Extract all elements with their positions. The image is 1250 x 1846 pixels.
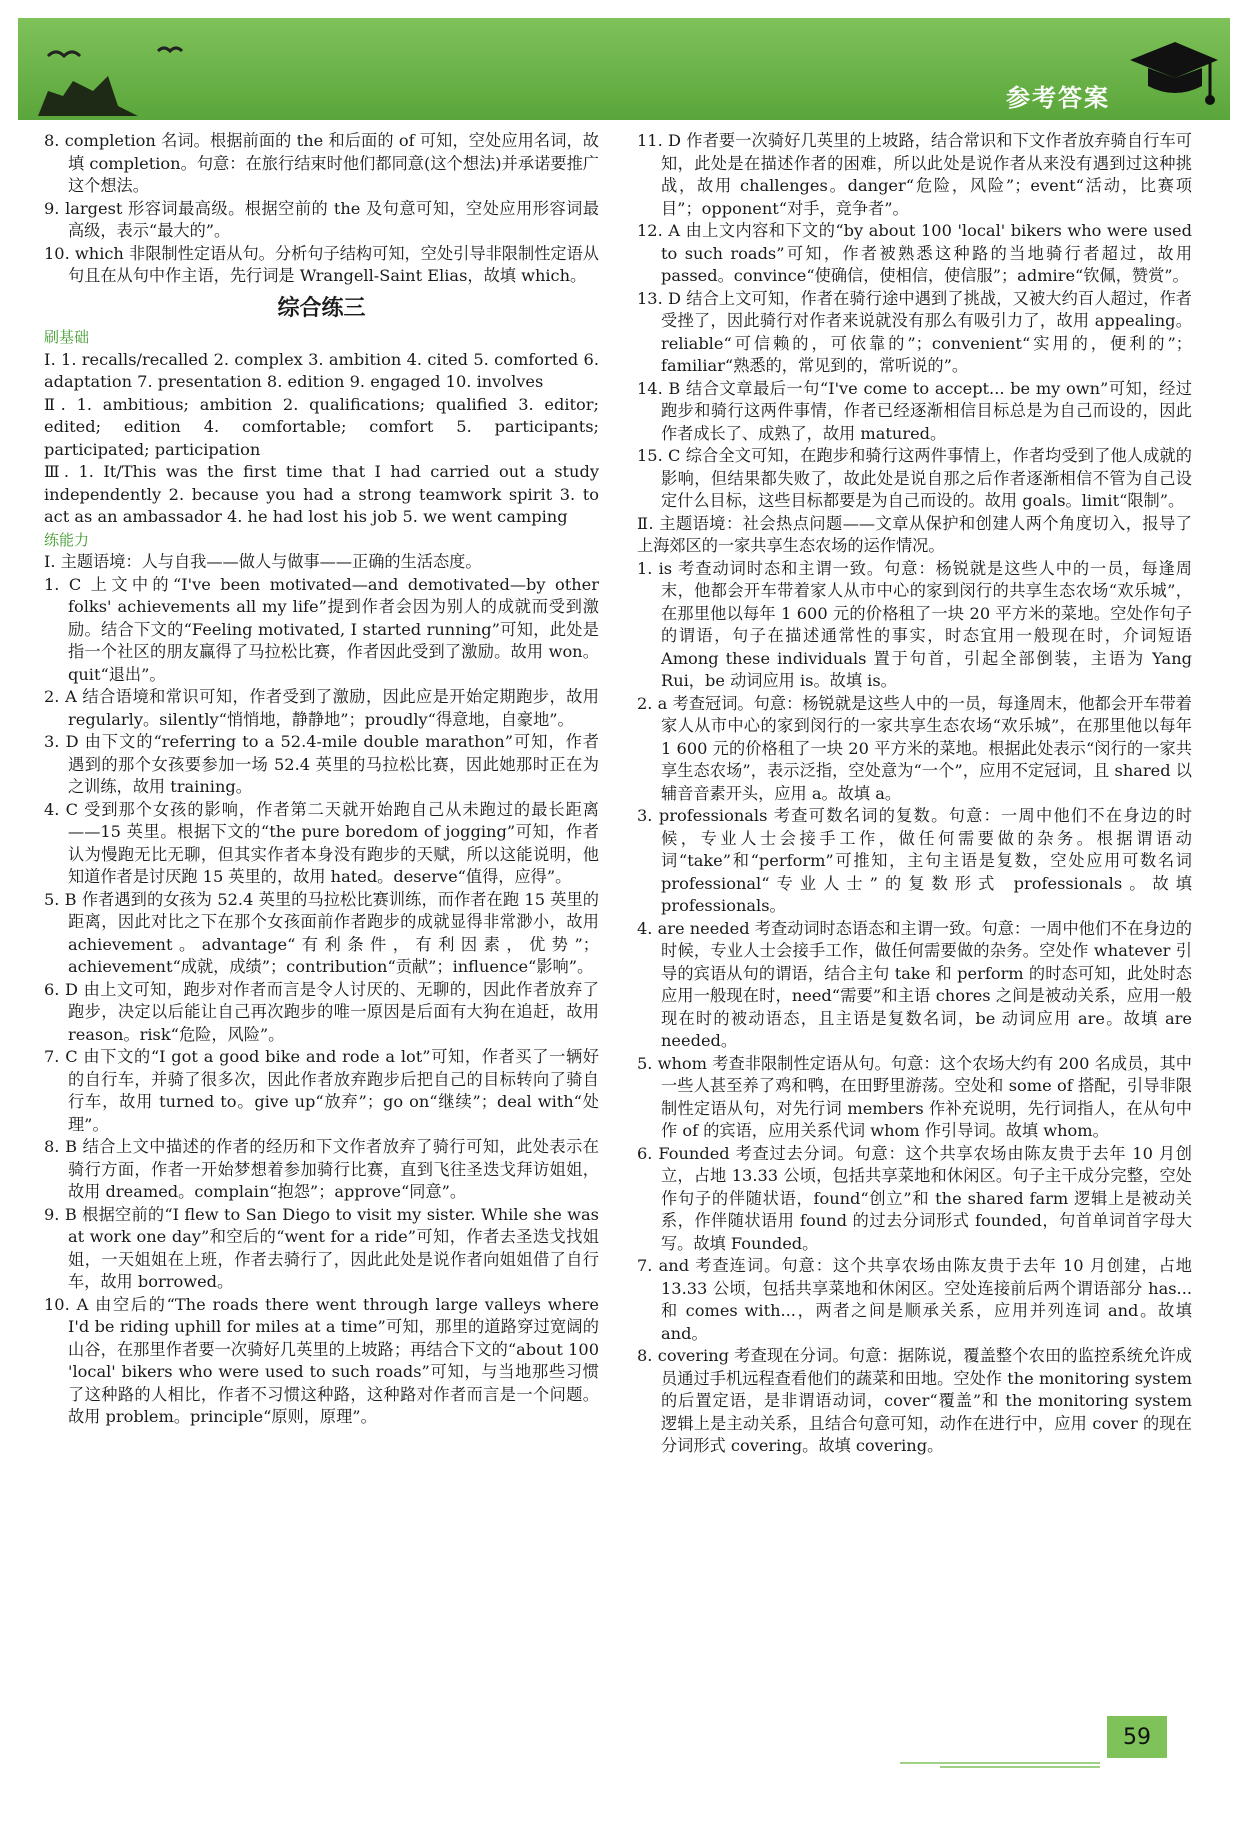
answer-paragraph: Ⅰ. 1. recalls/recalled 2. complex 3. ambition 4. cited 5. comforted 6. adaptation 7. presentation 8. edition 9. engaged 10. involves [44, 349, 599, 391]
answer-paragraph: 6. D 由上文可知，跑步对作者而言是令人讨厌的、无聊的，因此作者放弃了跑步，决定以后能让自己再次跑步的唯一原因是后面有大狗在追赶，故用 reason。risk“危险，风险”。 [44, 979, 599, 1044]
answer-paragraph: 1. is 考查动词时态和主谓一致。句意：杨锐就是这些人中的一员，每逢周末，他都会开车带着家人从市中心的家到闵行的共享生态农场“欢乐城”，在那里他以每年 1 600 元的价格租了一块 20 平方米的菜地。空处作句子的谓语，句子在描述通常性的事实，时态宜用一般现在时，介词短语 Among these individuals 置于句首，引起全部倒装，主语为 Yang Rui，be 动词应用 is。故填 is。 [637, 558, 1192, 690]
answer-paragraph: 1. C 上文中的“I've been motivated—and demotivated—by other folks' achievements all my life”提到作者会因为别人的成就而受到激励。结合下文的“Feeling motivated, I started running”可知，此处是指一个社区的朋友赢得了马拉松比赛，作者因此受到了激励。故用 won。quit“退出”。 [44, 574, 599, 684]
answer-paragraph: 3. D 由下文的“referring to a 52.4-mile double marathon”可知，作者遇到的那个女孩要参加一场 52.4 英里的马拉松比赛，因此她那时正在为之训练，故用 training。 [44, 732, 599, 796]
answer-paragraph: 5. whom 考查非限制性定语从句。句意：这个农场大约有 200 名成员，其中一些人甚至养了鸡和鸭，在田野里游荡。空处和 some of 搭配，引导非限制性定语从句，对先行词 members 作补充说明，先行词指人，在从句中作 of 的宾语，应用关系代词 whom 作引导词。故填 whom。 [637, 1053, 1192, 1140]
answer-paragraph: 10. A 由空后的“The roads there went through large valleys where I'd be riding uphill for miles at a time”可知，那里的道路穿过宽阔的山谷，在那里作者要一次骑好几英里的上坡路；再结合下文的“about 100 'local' bikers who were used to such roads”可知，与当地那些习惯了这种路的人相比，作者不习惯这种路，这种路对作者而言是一个问题。故用 problem。principle“原则，原理”。 [44, 1294, 599, 1426]
answer-paragraph: 9. B 根据空前的“I flew to San Diego to visit my sister. While she was at work one day”和空后的“went for a ride”可知，作者去圣迭戈找姐姐，一天姐姐在上班，作者去骑行了，因此此处是说作者向姐姐借了自行车，故用 borrowed。 [44, 1204, 599, 1291]
answer-paragraph: 8. covering 考查现在分词。句意：据陈说，覆盖整个农田的监控系统允许成员通过手机远程查看他们的蔬菜和田地。空处作 the monitoring system 的后置定语，是非谓语动词，cover“覆盖”和 the monitoring system 逻辑上是主动关系，且结合句意可知，动作在进行中，应用 cover 的现在分词形式 covering。故填 covering。 [637, 1346, 1192, 1455]
answer-paragraph: 13. D 结合上文可知，作者在骑行途中遇到了挑战，又被大约百人超过，作者受挫了，因此骑行对作者来说就没有那么有吸引力了，故用 appealing。reliable“可信赖的，可依靠的”；convenient“实用的，便利的”；familiar“熟悉的，常见到的，常听说的”。 [637, 288, 1192, 375]
answer-paragraph: Ⅲ. 1. It/This was the first time that I had carried out a study independently 2. because you had a strong teamwork spirit 3. to act as an ambassador 4. he had lost his job 5. we went camping [44, 462, 599, 526]
answer-paragraph: 6. Founded 考查过去分词。句意：这个共享农场由陈友贵于去年 10 月创立，占地 13.33 公顷，包括共享菜地和休闲区。句子主干成分完整，空处作句子的伴随状语，found“创立”和 the shared farm 逻辑上是被动关系，作伴随状语用 found 的过去分词形式 founded，句首单词首字母大写。故填 Founded。 [637, 1143, 1192, 1253]
footer-decoration [900, 1760, 1230, 1770]
answer-paragraph: Ⅰ. 主题语境：人与自我——做人与做事——正确的生活态度。 [44, 552, 482, 571]
bird-silhouette-icon [38, 36, 188, 116]
answer-paragraph: 7. C 由下文的“I got a good bike and rode a lot”可知，作者买了一辆好的自行车，并骑了很多次，因此作者放弃跑步后把自己的目标转向了骑自行车，故用 turned to。give up“放弃”；go on“继续”；deal with“处理”。 [44, 1047, 599, 1134]
answer-paragraph: 9. largest 形容词最高级。根据空前的 the 及句意可知，空处应用形容词最高级，表示“最大的”。 [44, 198, 599, 240]
section-label: 练能力 [44, 530, 90, 549]
section-heading: 综合练三 [277, 295, 366, 321]
answer-paragraph: 8. B 结合上文中描述的作者的经历和下文作者放弃了骑行可知，此处表示在骑行方面，作者一开始梦想着参加骑行比赛，直到飞往圣迭戈拜访姐姐，故用 dreamed。complain“抱怨”；approve“同意”。 [44, 1137, 599, 1201]
answer-paragraph: 12. A 由上文内容和下文的“by about 100 'local' bikers who were used to such roads”可知，作者被熟悉这种路的当地骑行者超过，故用 passed。convince“使确信，使相信，使信服”；admire“钦佩，赞赏”。 [637, 221, 1192, 285]
answer-paragraph: 2. a 考查冠词。句意：杨锐就是这些人中的一员，每逢周末，他都会开车带着家人从市中心的家到闵行的一家共享生态农场“欢乐城”，在那里他以每年 1 600 元的价格租了一块 20 平方米的菜地。根据此处表示“闵行的一家共享生态农场”，表示泛指，空处意为“一个”，应用不定冠词，且 shared 以辅音音素开头，应用 a。故填 a。 [637, 693, 1192, 803]
answer-paragraph: Ⅱ. 1. ambitious; ambition 2. qualifications; qualified 3. editor; edited; edition 4. comfortable; comfort 5. participants; participated; participation [44, 394, 599, 459]
answer-paragraph: Ⅱ. 主题语境：社会热点问题——文章从保护和创建人两个角度切入，报导了上海郊区的一家共享生态农场的运作情况。 [637, 513, 1192, 555]
answer-paragraph: 11. D 作者要一次骑好几英里的上坡路，结合常识和下文作者放弃骑自行车可知，此处是在描述作者的困难，所以此处是说作者从来没有遇到过这种挑战，故用 challenges。danger“危险，风险”；event“活动，比赛项目”；opponent“对手，竞争者”。 [637, 131, 1192, 218]
answer-paragraph: 5. B 作者遇到的女孩为 52.4 英里的马拉松比赛训练，而作者在跑 15 英里的距离，因此对比之下在那个女孩面前作者跑步的成就显得非常渺小，故用 achievement。advantage“有利条件，有利因素，优势”；achievement“成就，成绩”；contribution“贡献”；influence“影响”。 [44, 889, 599, 976]
answer-paragraph: 4. are needed 考查动词时态语态和主谓一致。句意：一周中他们不在身边的时候，专业人士会接手工作，做任何需要做的杂务。空处作 whatever 引导的宾语从句的谓语，结合主句 take 和 perform 的时态可知，此处时态应用一般现在时，need“需要”和主语 chores 之间是被动关系，应用一般现在时的被动语态，且主语是复数名词，be 动词应用 are。故填 are needed。 [637, 918, 1192, 1050]
right-column [637, 130, 1192, 1458]
section-label: 刷基础 [44, 328, 90, 346]
answer-paragraph: 4. C 受到那个女孩的影响，作者第二天就开始跑自己从未跑过的最长距离——15 英里。根据下文的“the pure boredom of jogging”可知，作者认为慢跑无比无聊，但其实作者本身没有跑步的天赋，所以这能说明，他知道作者是讨厌跑 15 英里的，故用 hated。deserve“值得，应得”。 [44, 799, 599, 886]
header-banner [18, 18, 1230, 120]
answer-paragraph: 14. B 结合文章最后一句“I've come to accept... be my own”可知，经过跑步和骑行这两件事情，作者已经逐渐相信目标总是为自己而设的，因此作者成长了、成熟了，故用 matured。 [637, 378, 1192, 443]
left-column [44, 130, 599, 1429]
answer-paragraph: 8. completion 名词。根据前面的 the 和后面的 of 可知，空处应用名词，故填 completion。句意：在旅行结束时他们都同意(这个想法)并承诺要推广这个想法。 [44, 131, 599, 195]
answer-paragraph: 15. C 综合全文可知，在跑步和骑行这两件事情上，作者均受到了他人成就的影响，但结果都失败了，故此处是说自那之后作者逐渐相信不管为自己设定什么目标，这些目标都要是为自己而设的。故用 goals。limit“限制”。 [637, 446, 1192, 510]
header-title: 参考答案 [1006, 84, 1110, 112]
graduation-cap-icon [1120, 32, 1220, 112]
answer-paragraph: 7. and 考查连词。句意：这个共享农场由陈友贵于去年 10 月创建，占地 13.33 公顷，包括共享菜地和休闲区。空处连接前后两个谓语部分 has... 和 comes with...，两者之间是顺承关系，应用并列连词 and。故填 and。 [637, 1256, 1192, 1343]
page-number: 59 [1107, 1716, 1167, 1758]
answer-paragraph: 10. which 非限制性定语从句。分析句子结构可知，空处引导非限制性定语从句且在从句中作主语，先行词是 Wrangell-Saint Elias，故填 which。 [44, 243, 599, 285]
answer-paragraph: 2. A 结合语境和常识可知，作者受到了激励，因此应是开始定期跑步，故用 regularly。silently“悄悄地，静静地”；proudly“得意地，自豪地”。 [44, 687, 599, 729]
answer-paragraph: 3. professionals 考查可数名词的复数。句意：一周中他们不在身边的时候，专业人士会接手工作，做任何需要做的杂务。根据谓语动词“take”和“perform”可推知，主句主语是复数，空处应用可数名词 professional“专业人士”的复数形式 professionals。故填 professionals。 [637, 806, 1192, 915]
